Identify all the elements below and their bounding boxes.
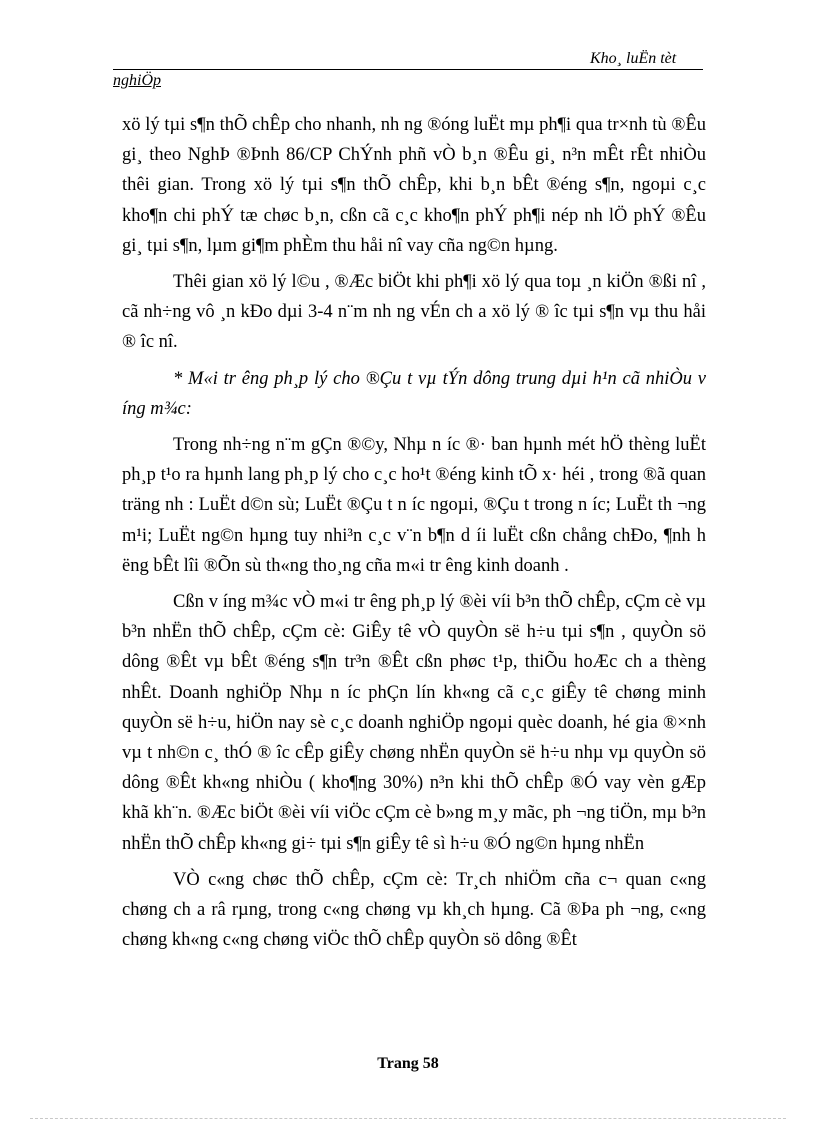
paragraph: xö lý tµi s¶n thÕ chÊp cho nhanh, nh ng ®óng luËt mµ ph¶i qua tr×nh tù ®Êu gi¸ theo NghÞ ®Þnh 86/CP ChÝnh phñ vÒ b¸n ®Êu gi¸ n³n mÊt rÊt nhiÒu thêi gian. Trong xö lý tµi s¶n thÕ chÊp, khi b¸n bÊt ®éng s¶n, ngoµi c¸c kho¶n chi phÝ tæ chøc b¸n, cßn cã c¸c kho¶n phÝ ph¶i nép nh lÖ phÝ ®Êu gi¸ tµi s¶n, lµm gi¶m phÈm thu håi nî vay cña ng©n hµng. bbox=[122, 115, 706, 256]
paragraph: VÒ c«ng chøc thÕ chÊp, cÇm cè: Tr¸ch nhiÖm cña c¬ quan c«ng chøng ch a râ rµng, trong c«ng chøng vµ kh¸ch hµng. Cã ®Þa ph ¬ng, c«ng chøng kh«ng c«ng chøng viÖc thÕ chÊp quyÒn sö dông ®Êt bbox=[122, 869, 706, 951]
header-title: Kho¸ luËn tèt bbox=[590, 50, 677, 67]
page-body bbox=[122, 110, 706, 961]
page-number: Trang 58 bbox=[377, 1055, 439, 1072]
paragraph: Thêi gian xö lý l©u , ®Æc biÖt khi ph¶i xö lý qua toµ ¸n kiÖn ®ßi nî , cã nh÷ng vô ¸n kÐo dµi 3-4 n¨m nh ng vÉn ch a xö lý ® îc tµi s¶n vµ thu håi ® îc nî. bbox=[122, 272, 706, 353]
header-divider bbox=[113, 69, 703, 70]
header-title-continuation: nghiÖp bbox=[113, 72, 161, 89]
section-heading: * M«i tr êng ph¸p lý cho ®Çu t vµ tÝn dông trung dµi h¹n cã nhiÒu v íng m¾c: bbox=[122, 368, 706, 419]
paragraph: Trong nh÷ng n¨m gÇn ®©y, Nhµ n íc ®· ban hµnh mét hÖ thèng luËt ph¸p t¹o ra hµnh lang ph¸p lý cho c¸c ho¹t ®éng kinh tÕ x· héi , trong ®ã quan träng nh : LuËt d©n sù; LuËt ®Çu t n íc ngoµi, ®Çu t trong n íc; LuËt th ¬ng m¹i; LuËt ng©n hµng tuy nhi³n c¸c v¨n b¶n d íi luËt cßn chång chÐo, ¶nh h ëng bÊt lîi ®Õn sù th«ng tho¸ng cña m«i tr êng kinh doanh . bbox=[122, 435, 706, 576]
paragraph: Cßn v íng m¾c vÒ m«i tr êng ph¸p lý ®èi víi b³n thÕ chÊp, cÇm cè vµ b³n nhËn thÕ chÊp, cÇm cè: GiÊy tê vÒ quyÒn së h÷u tµi s¶n , quyÒn sö dông ®Êt vµ bÊt ®éng s¶n tr³n ®Êt cßn phøc t¹p, thiÕu hoÆc ch a thèng nhÊt. Doanh nghiÖp Nhµ n íc phÇn lín kh«ng cã c¸c giÊy tê chøng minh quyÒn së h÷u, hiÖn nay sè c¸c doanh nghiÖp ngoµi quèc doanh, hé gia ®×nh vµ t nh©n c¸ thÓ ® îc cÊp giÊy chøng nhËn quyÒn së h÷u nhµ vµ quyÒn sö dông ®Êt kh«ng nhiÒu ( kho¶ng 30%) n³n khi thÕ chÊp ®Ó vay vèn gÆp khã kh¨n. ®Æc biÖt ®èi víi viÖc cÇm cè b»ng m¸y mãc, ph ¬ng tiÖn, mµ b³n nhËn thÕ chÊp kh«ng gi÷ tµi s¶n giÊy tê sì h÷u ®Ó ng©n hµng nhËn bbox=[122, 592, 706, 854]
page-bottom-edge bbox=[30, 1118, 786, 1119]
